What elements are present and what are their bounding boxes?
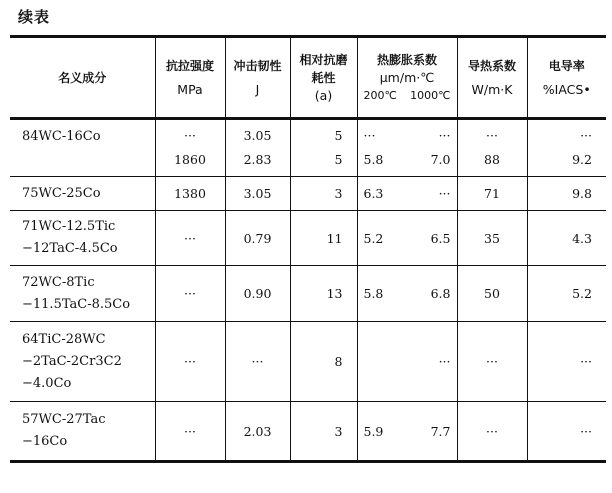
row-name: 72WC-8Tic −11.5TaC-8.5Co xyxy=(10,266,155,322)
table-row: 75WC-25Co 1380 3.05 3 6.3 ··· 71 9.8 xyxy=(10,177,606,211)
row-name: 84WC-16Co xyxy=(10,119,155,177)
table-row: 72WC-8Tic −11.5TaC-8.5Co ··· 0.90 13 5.8 6.8 50 5.2 xyxy=(10,266,606,322)
header-row xyxy=(10,37,606,119)
row-name: 57WC-27Tac −16Co xyxy=(10,402,155,462)
row-name: 75WC-25Co xyxy=(10,177,155,211)
row-name: 71WC-12.5Tic −12TaC-4.5Co xyxy=(10,211,155,266)
table-row: 71WC-12.5Tic −12TaC-4.5Co ··· 0.79 11 5.2 6.5 35 4.3 xyxy=(10,211,606,266)
table-row: 57WC-27Tac −16Co ··· 2.03 3 5.9 7.7 ··· ··· xyxy=(10,402,606,462)
header-wear: 相对抗磨 耗性 (a) xyxy=(290,37,357,119)
properties-table xyxy=(10,35,606,463)
table-row: 64TiC-28WC −2TaC-2Cr3C2 −4.0Co ··· ··· 8 ··· ··· ··· xyxy=(10,322,606,402)
header-thermal: 导热系数 W/m·K xyxy=(457,37,527,119)
header-impact: 冲击韧性 J xyxy=(225,37,290,119)
header-expansion: 热膨胀系数 μm/m·℃ 200℃ 1000℃ xyxy=(357,37,457,119)
table-row: 84WC-16Co ··· 1860 3.05 2.83 5 5 ··· ··· 5.8 7.0 ··· 88 ··· 9.2 xyxy=(10,119,606,177)
table-caption: 续表 xyxy=(18,8,51,26)
row-name: 64TiC-28WC −2TaC-2Cr3C2 −4.0Co xyxy=(10,322,155,402)
header-name: 名义成分 xyxy=(10,37,155,119)
header-conductivity: 电导率 %IACS• xyxy=(542,58,591,97)
header-tensile: 抗拉强度 MPa xyxy=(155,37,225,119)
